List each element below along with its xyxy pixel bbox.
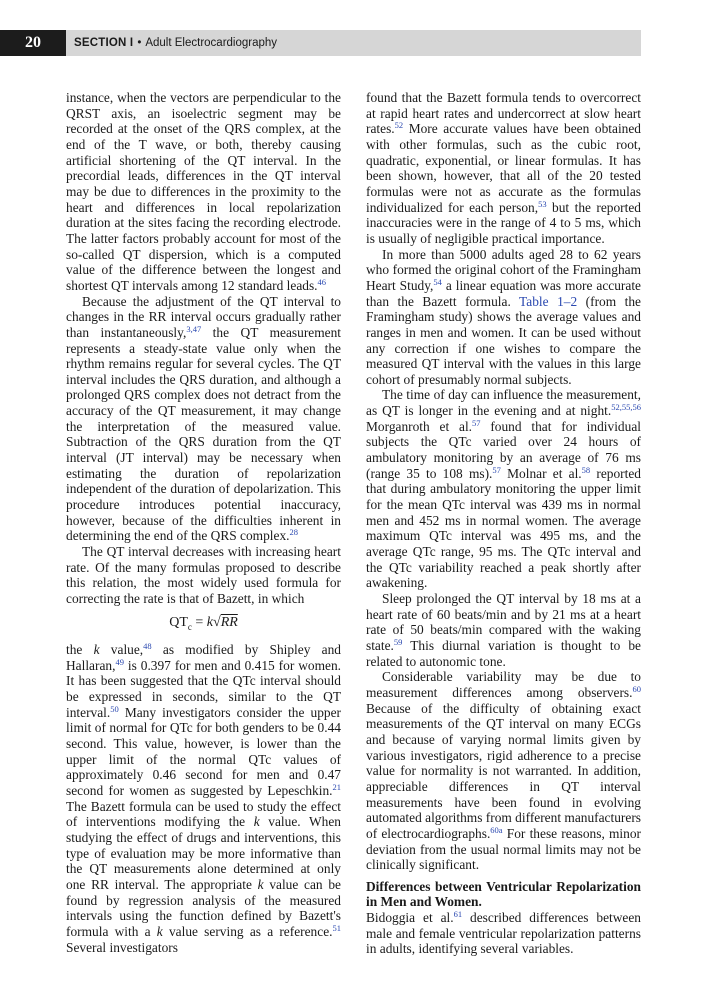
citation-link[interactable]: 54	[433, 276, 442, 287]
citation-link[interactable]: 50	[110, 703, 119, 714]
citation-link[interactable]: 49	[115, 656, 124, 667]
right-column	[366, 90, 641, 957]
paragraph: found that the Bazett formula tends to overcorrect at rapid heart rates and undercorrect at slow heart rates.$^{52}$ More accurate values have been obtained with other formulas, such as the cubic root, quadratic, exponential, or linear formulas. It has been shown, however, that all of the 20 tested formulas were not as accurate as the formulas individualized for each person,$^{53}$ but the reported inaccuracies were in the range of 4 to 5 ms, which is usually of negligible practical importance.	[366, 90, 641, 246]
subsection-heading: Differences between Ventricular Repolarization in Men and Women.	[366, 878, 641, 910]
paragraph: In more than 5000 adults aged 28 to 62 years who formed the original cohort of the Framingham Heart Study,$^{54}$ a linear equation was more accurate than the Bazett formula. Table 1–2 (from the Framingham study) shows the average values and ranges in men and women. It can be used without any correction if one wishes to compare the measured QT interval with the values in this large cohort of presumably normal subjects.	[366, 246, 641, 387]
citation-link[interactable]: 46	[317, 276, 327, 287]
citation-link[interactable]: 59	[393, 636, 403, 647]
paragraph: instance, when the vectors are perpendicular to the QRST axis, an isoelectric segment may be recorded at the onset of the QRS complex, at the end of the T wave, or both, thereby causing artificial shortening of the QT interval. In the precordial leads, differences in the QT interval may be due to differences in the proximity to the heart and differences in local repolarization duration at the sites facing the recording electrode. The latter factors probably account for most of the so-called QT dispersion, which is a computed value of the difference between the longest and shortest QT intervals among 12 standard leads.$^{46}$	[66, 90, 341, 293]
chapter-title: Adult Electrocardiography	[145, 37, 278, 49]
paragraph: Bidoggia et al.$^{61}$ described differences between male and female ventricular repolarization patterns in adults, identifying several variables.	[366, 909, 641, 957]
paragraph: the k value,$^{48}$ as modified by Shipley and Hallaran,$^{49}$ is 0.397 for men and 0.415 for women. It has been suggested that the QTc interval should be expressed in seconds, similar to the QT interval.$^{50}$ Many investigators consider the upper limit of normal for QTc for both genders to be 0.44 second. This value, however, is lower than the upper limit of the normal QTc values of approximately 0.46 second for men and 0.47 second for women as suggested by Lepeschkin.$^{21}$ The Bazett formula can be used to study the effect of interventions modifying the k value. When studying the effect of drugs and interventions, this type of evaluation may be more informative than the QT measurements alone determined at only one RR interval. The appropriate k value can be found by regression analysis of the measured intervals using the function defined by Bazett's formula with a k value serving as a reference.$^{51}$ Several investigators	[66, 641, 341, 955]
paragraph: Sleep prolonged the QT interval by 18 ms at a heart rate of 60 beats/min and by 21 ms at a heart rate of 50 beats/min compared with the waking state.$^{59}$ This diurnal variation is thought to be related to autonomic tone.	[366, 591, 641, 669]
citation-link[interactable]: 52	[394, 120, 404, 131]
citation-link[interactable]: 51	[332, 922, 341, 933]
left-column	[66, 90, 341, 955]
citation-link[interactable]: 53	[538, 198, 547, 209]
paragraph: Considerable variability may be due to measurement differences among observers.$^{60}$ Because of the difficulty of obtaining exact measurements of the QT interval on many ECGs and because of varying normal limits given by various investigators, rigid adherence to a precise value for normality is not warranted. In addition, appreciable differences in QT interval measurements have been found in evolving automated algorithms from different manufacturers of electrocardiographs.$^{60a}$ For these reasons, minor deviation from the usual normal limits may not be clinically significant.	[366, 669, 642, 873]
table-reference-link[interactable]: Table 1–2	[519, 293, 578, 309]
paragraph: The QT interval decreases with increasing heart rate. Of the many formulas proposed to describe this relation, the most widely used formula for correcting the rate is that of Bazett, in which	[66, 544, 341, 606]
header-bullet: •	[137, 37, 142, 49]
citation-link[interactable]: 57	[492, 464, 501, 475]
citation-link[interactable]: 21	[332, 782, 341, 793]
page-number: 20	[0, 30, 66, 56]
citation-link[interactable]: 60a	[490, 824, 503, 835]
citation-link[interactable]: 28	[289, 527, 299, 538]
paragraph: The time of day can influence the measurement, as QT is longer in the evening and at night.$^{52,55,56}$ Morganroth et al.$^{57}$ found that for individual subjects the QTc varied over 24 hours of ambulatory monitoring by an average of 76 ms (range 35 to 108 ms).$^{57}$ Molnar et al.$^{58}$ reported that during ambulatory monitoring the upper limit for the mean QTc interval was 439 ms in normal men and 452 ms in normal women. The average maximum QTc interval was 495 ms, and the average QTc range, 95 ms. The QTc interval and the QTc variability reached a peak shortly after awakening.	[366, 387, 642, 591]
citation-link[interactable]: 60	[632, 683, 641, 694]
citation-link[interactable]: 48	[143, 641, 152, 652]
section-title-bar	[66, 30, 641, 56]
citation-link[interactable]: 52,55,56	[611, 402, 641, 413]
citation-link[interactable]: 58	[581, 464, 591, 475]
paragraph: Because the adjustment of the QT interval to changes in the RR interval occurs gradually rather than instantaneously,$^{3,47}$ the QT measurement represents a steady-state value only when the rhythm remains regular for several cycles. The QT interval includes the QRS duration, and although a prolonged QRS complex does not detract from the accuracy of the QT measurement, it may change the interpretation of the measured value. Subtraction of the QRS duration from the QT interval (JT interval) may be necessary when estimating the duration of repolarization independent of the duration of depolarization. This procedure introduces potential inaccuracy, however, because of the difficulties inherent in determining the end of the QRS complex.$^{28}$	[66, 293, 341, 544]
section-label: SECTION I	[74, 37, 134, 49]
citation-link[interactable]: 57	[472, 417, 481, 428]
citation-link[interactable]: 3,47	[186, 323, 202, 334]
running-header	[0, 30, 707, 56]
bazett-formula: $QT_c = k√RR$	[169, 614, 238, 632]
citation-link[interactable]: 61	[453, 909, 463, 920]
